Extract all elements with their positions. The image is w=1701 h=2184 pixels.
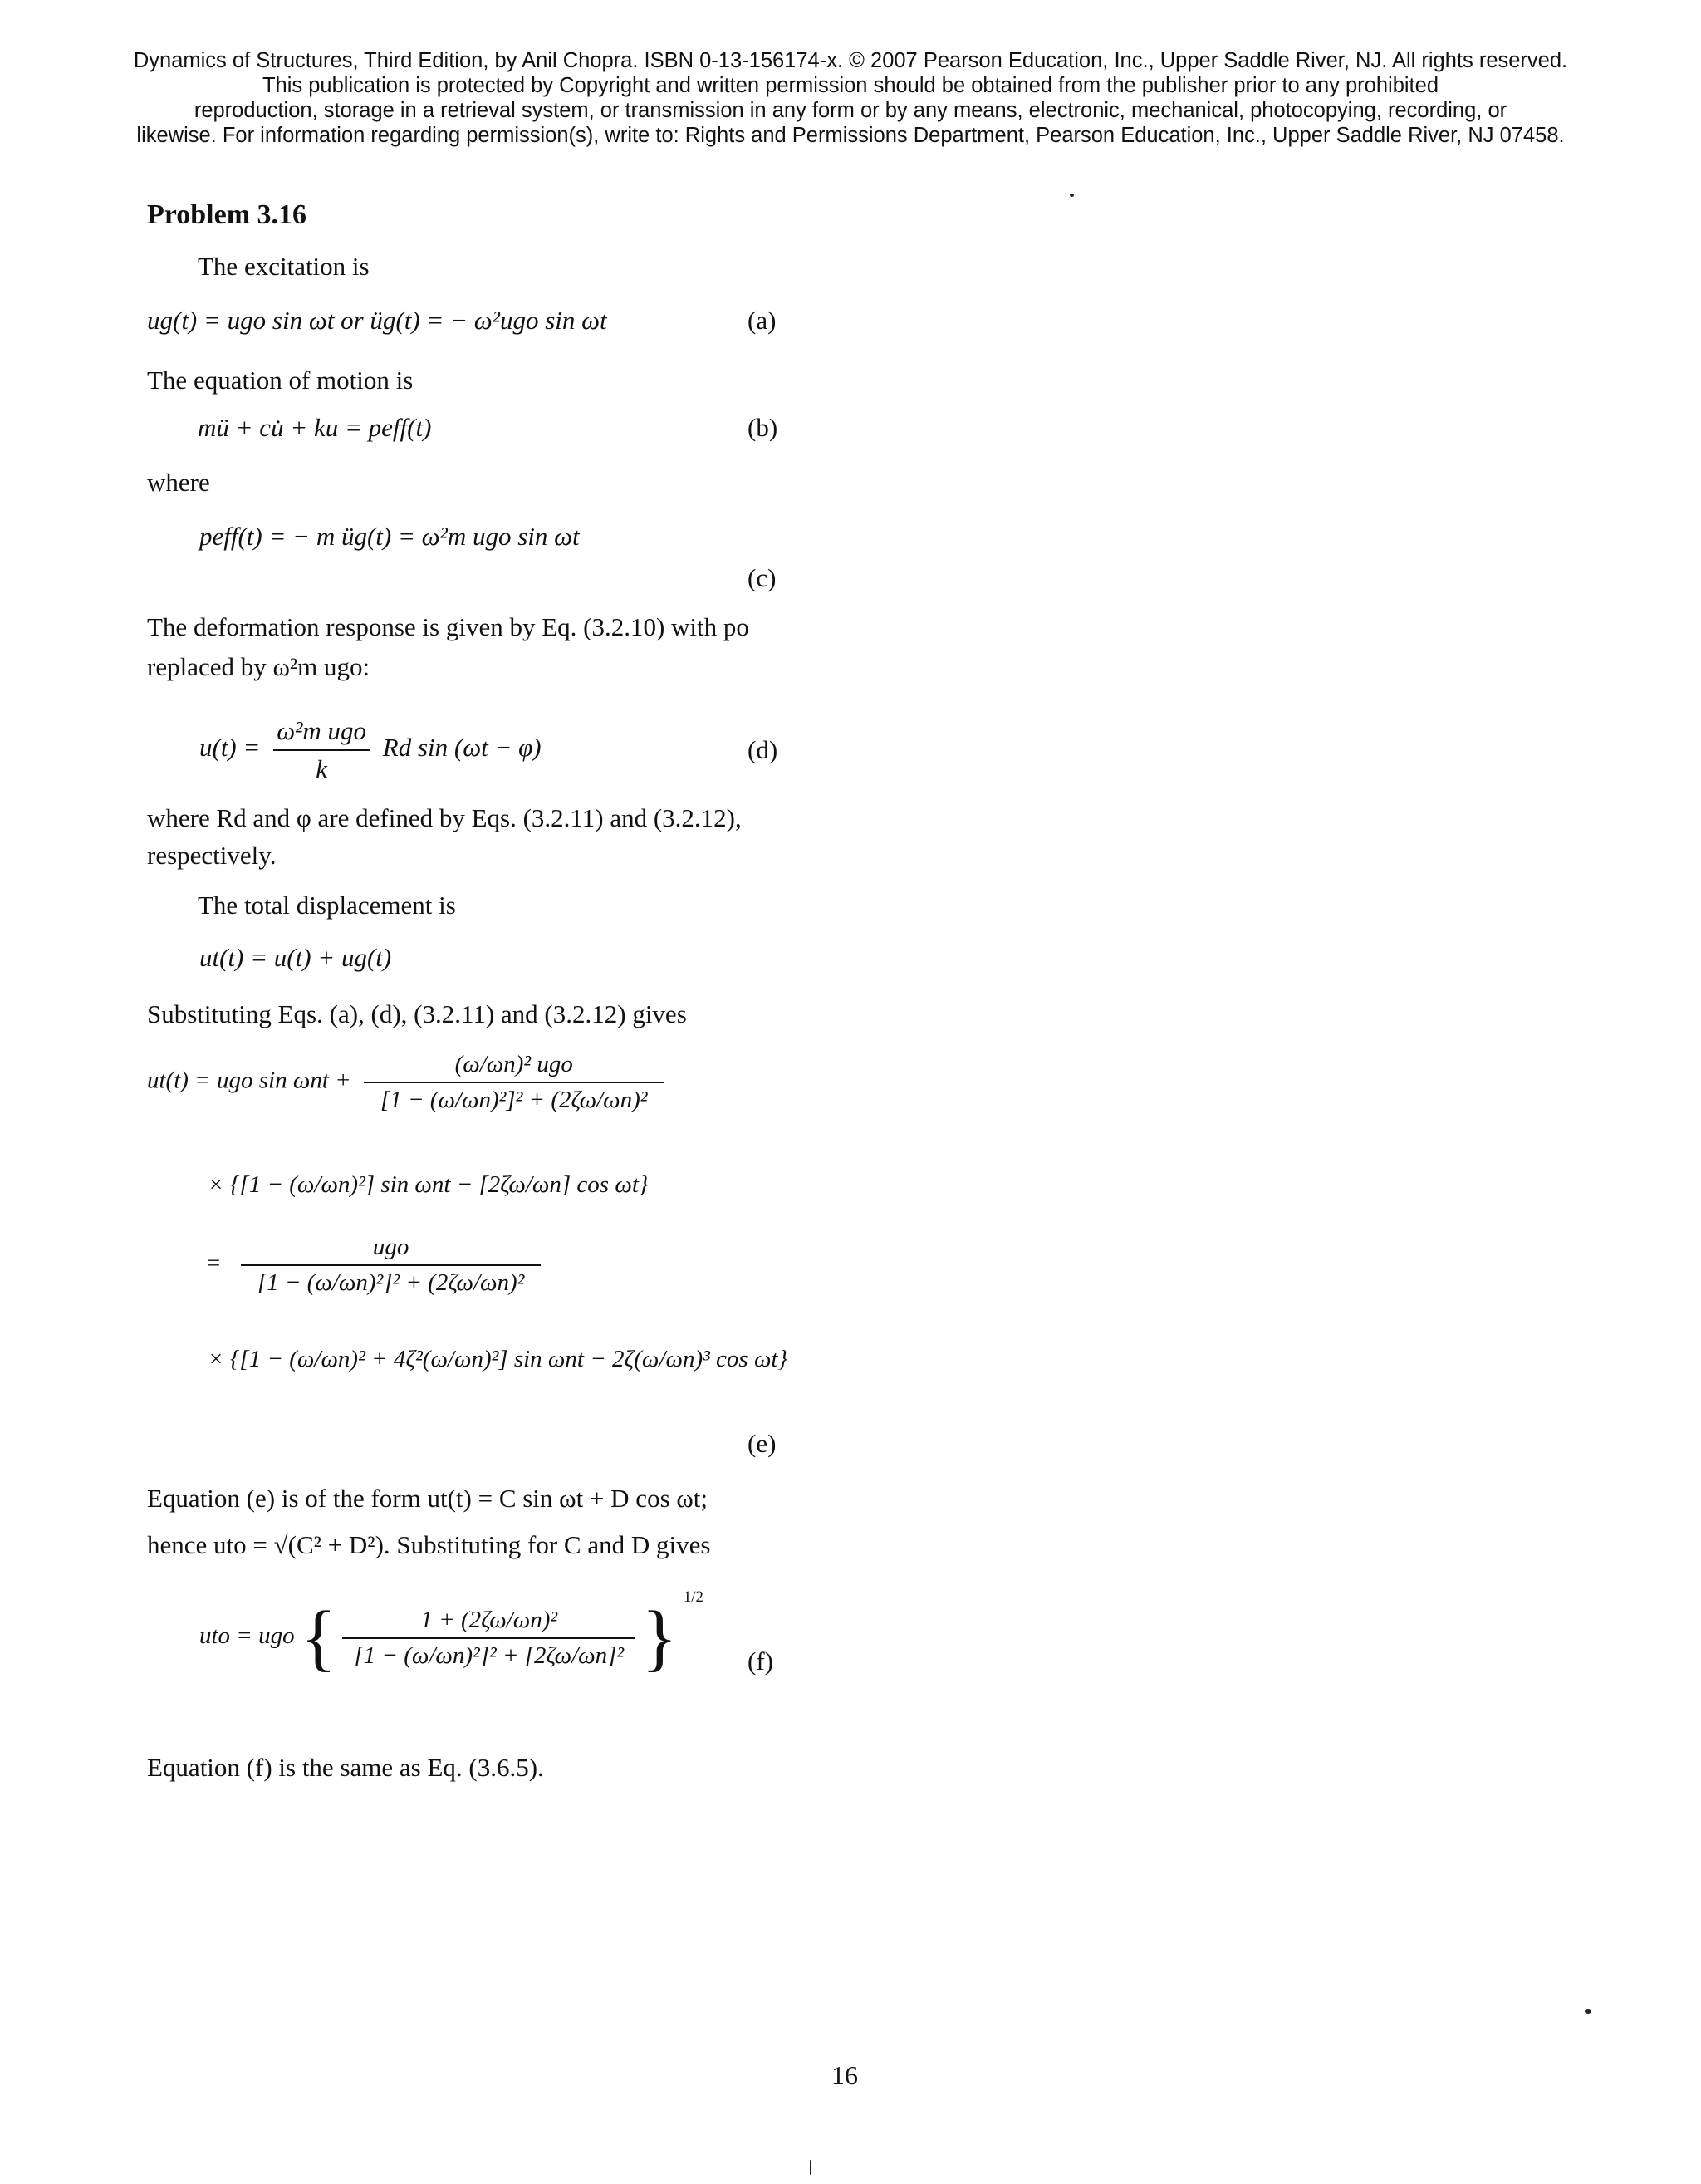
left-brace: { xyxy=(300,1597,337,1679)
deformation-text-line1: The deformation response is given by Eq. (3.2.10) with po xyxy=(147,612,749,641)
equation-e-line4: × {[1 − (ω/ωn)² + 4ζ²(ω/ωn)²] sin ωnt − 2ζ(ω/ωn)³ cos ωt} xyxy=(208,1346,788,1372)
exponent-half: 1/2 xyxy=(683,1588,703,1606)
equation-e-line3 xyxy=(205,1234,541,1297)
equation-e1-numerator: (ω/ωn)² ugo xyxy=(454,1051,573,1077)
where-rd-line2: respectively. xyxy=(147,841,277,870)
equation-label-d: (d) xyxy=(748,735,778,764)
form-text-line1: Equation (e) is of the form ut(t) = C sin ωt + D cos ωt; xyxy=(147,1484,708,1513)
equation-f-lhs: uto = ugo xyxy=(199,1622,295,1650)
form-text-line2: hence uto = √(C² + D²). Substituting for C and D gives xyxy=(147,1530,711,1559)
right-brace: } xyxy=(641,1597,678,1679)
scan-speck xyxy=(1585,2009,1591,2014)
equation-e-line2: × {[1 − (ω/ωn)²] sin ωnt − [2ζω/ωn] cos ωt} xyxy=(208,1171,649,1198)
equation-f-fraction xyxy=(342,1607,635,1670)
page-number: 16 xyxy=(831,2060,858,2090)
equation-c: peff(t) = − m üg(t) = ω²m ugo sin ωt xyxy=(199,522,580,551)
total-intro-text: The total displacement is xyxy=(198,891,456,920)
equation-f-numerator: 1 + (2ζω/ωn)² xyxy=(420,1606,558,1633)
intro-text: The excitation is xyxy=(198,252,370,281)
equation-label-b: (b) xyxy=(748,413,778,442)
copyright-notice xyxy=(50,48,1651,148)
equation-d-rhs: Rd sin (ωt − φ) xyxy=(382,733,542,763)
equation-f-denominator: [1 − (ω/ωn)²]² + [2ζω/ωn]² xyxy=(342,1637,635,1670)
equation-e1-fraction xyxy=(364,1051,664,1114)
equation-f xyxy=(199,1588,703,1681)
equals-sign: = xyxy=(205,1249,222,1277)
equation-total: ut(t) = u(t) + ug(t) xyxy=(199,943,392,972)
copyright-line: This publication is protected by Copyright and written permission should be obtained from the publisher prior to any prohibited xyxy=(262,74,1439,97)
scan-speck xyxy=(1070,194,1074,197)
equation-e1-denominator: [1 − (ω/ωn)²]² + (2ζω/ωn)² xyxy=(364,1082,664,1114)
equation-e1-lhs: ut(t) = ugo sin ωnt + xyxy=(147,1067,351,1094)
where-text: where xyxy=(147,468,210,497)
problem-title: Problem 3.16 xyxy=(147,199,307,230)
conclusion-text: Equation (f) is the same as Eq. (3.6.5). xyxy=(147,1753,544,1782)
equation-label-a: (a) xyxy=(748,306,777,335)
substituting-text: Substituting Eqs. (a), (d), (3.2.11) and (3.2.12) gives xyxy=(147,999,687,1028)
deformation-text-line2: replaced by ω²m ugo: xyxy=(147,652,370,681)
equation-a: ug(t) = ugo sin ωt or üg(t) = − ω²ugo sin ωt xyxy=(147,306,607,335)
equation-d-fraction xyxy=(273,716,370,784)
copyright-line: likewise. For information regarding permission(s), write to: Rights and Permissions Department, Pearson Education, Inc., Upper Saddle River, NJ 07458. xyxy=(136,124,1565,147)
equation-e3-fraction xyxy=(241,1234,542,1297)
equation-d-numerator: ω²m ugo xyxy=(277,716,367,745)
equation-e-line1 xyxy=(147,1051,664,1114)
equation-d xyxy=(199,716,542,784)
equation-e3-denominator: [1 − (ω/ωn)²]² + (2ζω/ωn)² xyxy=(241,1264,542,1297)
equation-d-denominator: k xyxy=(273,749,370,784)
copyright-line: Dynamics of Structures, Third Edition, by Anil Chopra. ISBN 0-13-156174-x. © 2007 Pearson Education, Inc., Upper Saddle River, NJ. All rights reserved. xyxy=(133,49,1568,72)
equation-d-lhs: u(t) = xyxy=(199,733,261,763)
equation-e3-numerator: ugo xyxy=(372,1234,409,1260)
equation-label-c: (c) xyxy=(748,563,777,592)
scan-speck xyxy=(810,2160,811,2175)
equation-label-e: (e) xyxy=(748,1429,777,1458)
equation-b: mü + cu̇ + ku = peff(t) xyxy=(198,413,432,442)
copyright-line: reproduction, storage in a retrieval system, or transmission in any form or by any means, electronic, mechanical, photocopying, recording, or xyxy=(194,99,1507,122)
motion-intro-text: The equation of motion is xyxy=(147,366,414,395)
equation-label-f: (f) xyxy=(748,1647,773,1676)
where-rd-line1: where Rd and φ are defined by Eqs. (3.2.11) and (3.2.12), xyxy=(147,803,742,832)
